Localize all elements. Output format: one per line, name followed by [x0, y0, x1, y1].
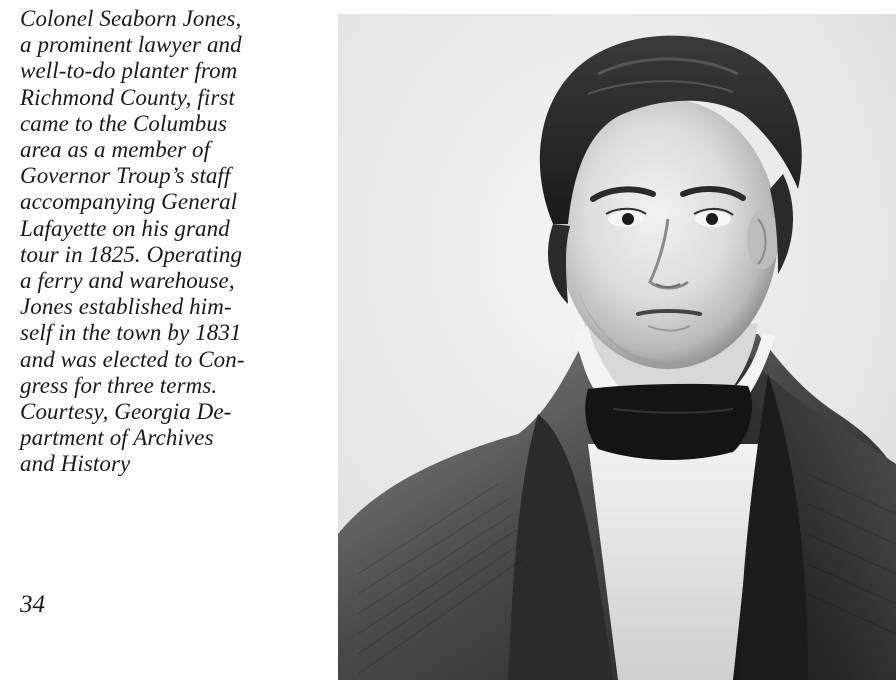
page-number: 34 [20, 591, 45, 618]
caption-line: partment of Archives [20, 425, 214, 451]
caption-line: a ferry and warehouse, [20, 268, 235, 294]
caption-line: and History [20, 451, 131, 477]
caption-line: and was elected to Con- [20, 346, 245, 372]
caption-line: self in the town by 1831 [20, 320, 242, 346]
caption-line: accompanying General [20, 189, 238, 215]
caption-line: Lafayette on his grand [20, 215, 230, 241]
caption-line: area as a member of [20, 137, 211, 163]
caption-line: Richmond County, first [20, 84, 235, 110]
caption-line: Jones established him- [20, 294, 232, 320]
caption-line: tour in 1825. Operating [20, 241, 243, 267]
portrait-engraving [338, 14, 896, 680]
photo-caption [20, 6, 320, 478]
caption-line: a prominent lawyer and [20, 32, 242, 58]
caption-line: Courtesy, Georgia De- [20, 399, 232, 425]
caption-line: Colonel Seaborn Jones, [20, 6, 242, 31]
caption-line: gress for three terms. [20, 372, 218, 398]
caption-line: came to the Columbus [20, 110, 228, 136]
caption-line: well-to-do planter from [20, 58, 238, 84]
caption-line: Governor Troup’s staff [20, 163, 231, 189]
